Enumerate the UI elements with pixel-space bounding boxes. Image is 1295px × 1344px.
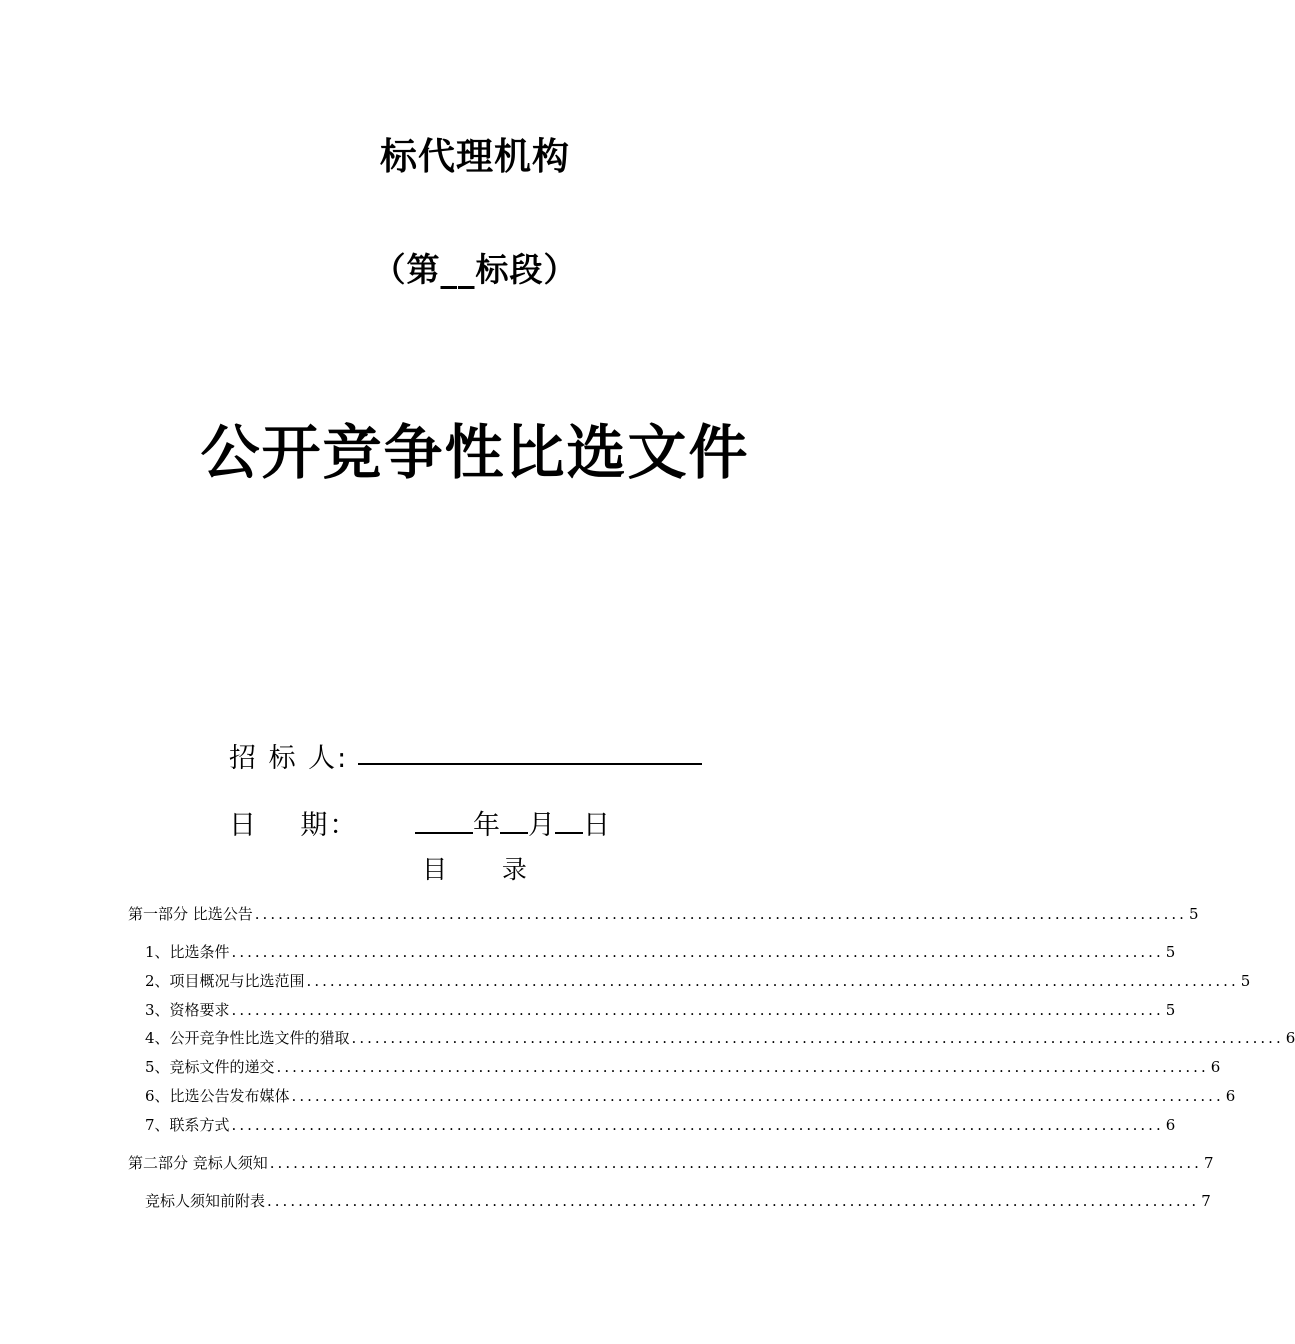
toc-leader-dots: ........................................................................................................................ [276, 1058, 1209, 1076]
toc-entry-page: 7 [1201, 1192, 1211, 1210]
year-unit: 年 [473, 810, 500, 841]
toc-entry-page: 6 [1285, 1029, 1295, 1047]
toc-entry[interactable] [145, 1027, 1295, 1049]
toc-entry-label: 6、比选公告发布媒体 [145, 1087, 290, 1105]
toc-entry-label: 第二部分 竞标人须知 [128, 1154, 268, 1172]
toc-entry-page: 5 [1165, 943, 1176, 961]
toc-entry[interactable] [145, 1085, 1236, 1107]
date-fill-line [415, 803, 610, 842]
toc-leader-dots: ........................................................................................................................ [254, 905, 1187, 923]
toc-leader-dots: ........................................................................................................................ [306, 972, 1239, 990]
toc-entry-page: 6 [1225, 1087, 1236, 1105]
toc-entry[interactable] [145, 1190, 1211, 1212]
toc-leader-dots: ........................................................................................................................ [231, 1116, 1164, 1134]
toc-entry[interactable] [145, 999, 1176, 1021]
toc-leader-dots: ........................................................................................................................ [351, 1029, 1284, 1047]
toc-leader-dots: ........................................................................................................................ [231, 943, 1164, 961]
date-label: 日 期： [229, 810, 359, 841]
toc-entry-page: 5 [1240, 972, 1251, 990]
toc-entry-page: 5 [1165, 1001, 1176, 1019]
toc-entry-label: 4、公开竞争性比选文件的猎取 [145, 1029, 350, 1047]
toc-leader-dots: ........................................................................................................................ [269, 1154, 1202, 1172]
toc-entry-label: 3、资格要求 [145, 1001, 230, 1019]
toc-heading: 目 录 [422, 855, 528, 884]
month-blank [500, 806, 528, 834]
day-unit: 日 [583, 810, 610, 841]
toc-entry[interactable] [145, 1114, 1176, 1136]
toc-entry[interactable] [145, 970, 1251, 992]
toc-leader-dots: ........................................................................................................................ [291, 1087, 1224, 1105]
toc-entry-page: 6 [1210, 1058, 1221, 1076]
toc-entry-page: 5 [1188, 905, 1199, 923]
document-title: 公开竞争性比选文件 [200, 418, 750, 487]
day-blank [555, 806, 583, 834]
tenderer-blank-line [358, 763, 702, 765]
toc-entry-page: 7 [1203, 1154, 1214, 1172]
toc-entry-label: 1、比选条件 [145, 943, 230, 961]
toc-leader-dots: ........................................................................................................................ [231, 1001, 1164, 1019]
month-unit: 月 [528, 810, 555, 841]
toc-entry[interactable] [145, 941, 1176, 963]
toc-entry[interactable] [128, 1152, 1214, 1174]
toc-entry-page: 6 [1165, 1116, 1176, 1134]
year-blank [415, 806, 473, 834]
toc-entry[interactable] [145, 1056, 1221, 1078]
toc-entry-label: 7、联系方式 [145, 1116, 230, 1134]
toc-entry-label: 2、项目概况与比选范围 [145, 972, 305, 990]
toc-entry-label: 5、竞标文件的递交 [145, 1058, 275, 1076]
section-tag: （第__标段） [372, 250, 578, 289]
toc-entry[interactable] [128, 903, 1199, 925]
agency-name: 标代理机构 [380, 135, 570, 178]
tenderer-label: 招 标 人: [229, 743, 349, 774]
toc-entry-label: 竞标人须知前附表 [145, 1192, 266, 1210]
toc-entry-label: 第一部分 比选公告 [128, 905, 253, 923]
toc-leader-dots: ........................................................................................................................ [267, 1192, 1200, 1210]
